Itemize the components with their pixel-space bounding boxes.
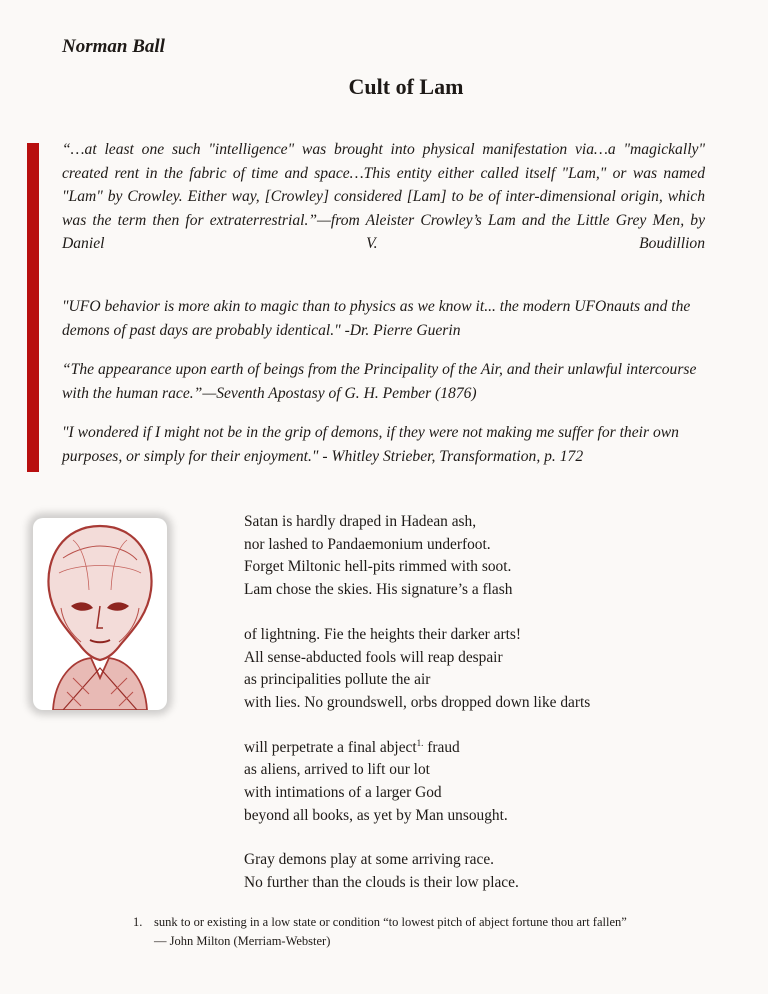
poem-line-text: fraud (423, 738, 460, 756)
poem-line: as principalities pollute the air (244, 671, 431, 689)
poem-line: All sense-abducted fools will reap despair (244, 648, 503, 666)
quote-crowley: “…at least one such "intelligence" was brought into physical manifestation via…a "magickally" created rent in the fabric of time and space…This entity either called itself "Lam," or was named "Lam" by Crowley. Either way, [Crowley] considered [Lam] to be of inter-dimensional origin, which was the term then for extraterrestrial.”—from Aleister Crowley’s Lam and the Little Grey Men, by Daniel V. Boudillion (62, 141, 705, 252)
poem-line: No further than the clouds is their low place. (244, 874, 519, 892)
poem-couplet (244, 849, 590, 894)
quote-guerin: "UFO behavior is more akin to magic than to physics as we know it... the modern UFOnauts and the demons of past days are probably identical." -Dr. Pierre Guerin (62, 298, 691, 339)
poem-line: nor lashed to Pandaemonium underfoot. (244, 535, 491, 553)
poem-stanza-3 (244, 737, 590, 828)
poem-line: Forget Miltonic hell-pits rimmed with soot. (244, 558, 512, 576)
quote-strieber: "I wondered if I might not be in the grip of demons, if they were not making me suffer for their own purposes, or simply for their enjoyment." - Whitley Strieber, Transformation, p. 172 (62, 424, 679, 465)
page-title: Cult of Lam (348, 74, 464, 99)
poem-stanza-2 (244, 624, 590, 715)
lam-drawing (33, 518, 167, 710)
poem-line: Lam chose the skies. His signature’s a flash (244, 581, 513, 599)
lam-portrait (33, 518, 167, 710)
poem-line (244, 737, 590, 760)
footnote-number: 1. (133, 915, 143, 929)
poem-line: of lightning. Fie the heights their darker arts! (244, 625, 521, 643)
author-name: Norman Ball (62, 36, 165, 57)
poem-line: with intimations of a larger God (244, 784, 442, 802)
poem-line: as aliens, arrived to lift our lot (244, 761, 430, 779)
poem-line: with lies. No groundswell, orbs dropped down like darts (244, 693, 591, 711)
poem-stanza-1 (244, 511, 590, 602)
poem-line: Gray demons play at some arriving race. (244, 851, 495, 869)
poem-line: beyond all books, as yet by Man unsought. (244, 806, 508, 824)
footnote (133, 913, 627, 951)
quote-accent-bar (27, 143, 39, 472)
poem-line-text: will perpetrate a final abject (244, 738, 417, 756)
footnote-text: sunk to or existing in a low state or condition “to lowest pitch of abject fortune thou art fallen” (154, 915, 627, 929)
quote-pember: “The appearance upon earth of beings from the Principality of the Air, and their unlawful intercourse with the human race.”—Seventh Apostasy of G. H. Pember (1876) (62, 361, 697, 402)
poem-line: Satan is hardly draped in Hadean ash, (244, 513, 477, 530)
footnote-attribution: — John Milton (Merriam-Webster) (154, 934, 331, 948)
epigraph-quotes (62, 138, 705, 484)
poem (244, 511, 590, 917)
footnote-reference: 1. (416, 737, 424, 748)
